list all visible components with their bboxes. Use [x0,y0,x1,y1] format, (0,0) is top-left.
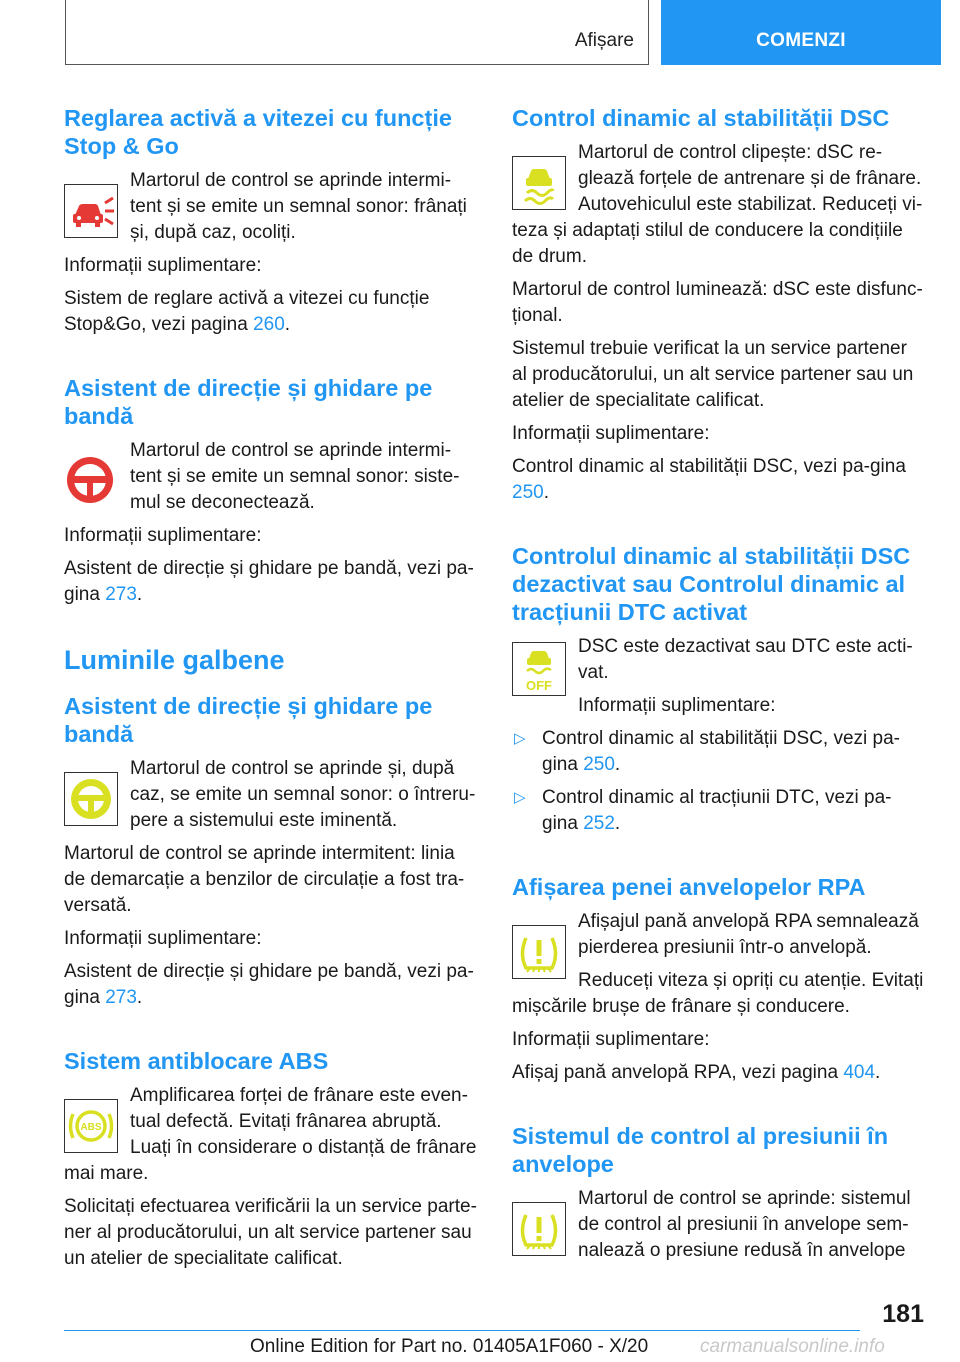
bullet-dtc-page-link[interactable]: 252 [583,813,615,834]
acc-reference: Sistem de reglare activă a vitezei cu funcție Stop&Go, vezi pagina 260. [64,288,430,335]
bullet-dtc-text: Control dinamic al tracțiunii DTC, vezi pa-gina [542,787,892,834]
lane-yellow-ref-text: Asistent de direcție și ghidare pe bandă, vezi pa-gina [64,961,474,1008]
chapter-title-yellow-lights: Luminile galbene [64,645,285,675]
bullet-item-dsc: ▷ Control dinamic al stabilității DSC, vezi pa-gina 250. [514,728,900,775]
lane-yellow-text2: Martorul de control se aprinde intermitent: linia de demarcație a benzilor de circulație a fost tra-versată. [64,843,465,916]
triangle-bullet-icon: ▷ [514,789,526,806]
section-title-dsc-off: Controlul dinamic al stabilității DSC dezactivat sau Controlul dinamic al tracțiunii DTC activat [512,543,911,625]
section-title-lane-red: Asistent de direcție și ghidare pe bandă [64,375,433,429]
lamp-block-abs [64,1083,478,1187]
acc-info-label: Informații suplimentare: [64,255,262,276]
lamp-block-lane-red [64,438,478,516]
rpa-text2: Reduceți viteza și opriți cu atenție. Evitați mișcările brușe de frânare și conducere. [512,970,924,1017]
acc-warning-text: Martorul de control se aprinde intermi-tent și se emite un semnal sonor: frânați și, după caz, ocoliți. [130,170,467,243]
tire-pressure-icon [512,1202,566,1256]
section-title-abs: Sistem antiblocare ABS [64,1048,329,1074]
lane-red-info-label: Informații suplimentare: [64,525,262,546]
dsc-reference: Control dinamic al stabilității DSC, vezi pa-gina 250. [512,456,906,503]
dsc-off-warning-text: DSC este dezactivat sau DTC este acti-vat. [578,636,913,683]
section-tab-label: Afișare [574,30,634,51]
section-title-acc-stop-go: Reglarea activă a vitezei cu funcție Stop & Go [64,105,452,159]
dsc-ref-page-link[interactable]: 250 [512,482,544,503]
section-title-lane-yellow: Asistent de direcție și ghidare pe bandă [64,693,433,747]
dsc-off-icon-text: OFF [526,678,552,693]
dsc-text3: Sistemul trebuie verificat la un service partener al producătorului, un alt service partener sau un atelier de specialitate calificat. [512,338,914,411]
acc-ref-text: Sistem de reglare activă a vitezei cu funcție Stop&Go, vezi pagina [64,288,430,335]
lane-red-ref-text: Asistent de direcție și ghidare pe bandă, vezi pa-gina [64,558,474,605]
section-title-tpms: Sistemul de control al presiunii în anvelope [512,1123,889,1177]
lane-yellow-reference: Asistent de direcție și ghidare pe bandă, vezi pa-gina 273. [64,961,474,1008]
bullet-dsc-text: Control dinamic al stabilității DSC, vezi pa-gina [542,728,900,775]
tpms-warning-text: Martorul de control se aprinde: sistemul de control al presiunii în anvelope sem-nalează o presiune redusă în anvelope [578,1188,911,1261]
lamp-block-rpa [512,909,926,1020]
lane-yellow-ref-page-link[interactable]: 273 [105,987,137,1008]
page-number: 181 [882,1300,924,1328]
collision-warning-icon [64,184,118,238]
lane-red-warning-text: Martorul de control se aprinde intermi-tent și se emite un semnal sonor: siste-mul se deconectează. [130,440,460,513]
lamp-block-tpms [512,1186,926,1264]
lane-yellow-warning-text: Martorul de control se aprinde și, după caz, se emite un semnal sonor: o întreru-pere a sistemului este iminentă. [130,758,476,831]
rpa-info-label: Informații suplimentare: [512,1029,710,1050]
steering-wheel-yellow-icon [64,772,118,826]
watermark-text: carmanualsonline.info [700,1336,885,1357]
lamp-block-acc [64,168,478,246]
dsc-skid-icon [512,156,566,210]
abs-warning-text: Amplificarea forței de frânare este even-tual defectă. Evitați frânarea abruptă. Luați în considerare o distanță de frânare mai mare. [64,1085,477,1184]
chapter-tab-label: COMENZI [756,30,846,51]
right-column [512,100,926,1271]
footer-divider [64,1330,860,1331]
dsc-info-label: Informații suplimentare: [512,423,710,444]
left-column [64,100,478,1279]
steering-wheel-red-icon [64,454,118,508]
lane-yellow-info-label: Informații suplimentare: [64,928,262,949]
bullet-item-dtc: ▷ Control dinamic al tracțiunii DTC, vezi pa-gina 252. [514,787,892,834]
dsc-warning-text: Martorul de control clipește: dSC re-glează forțele de antrenare și de frânare. Autovehiculul este stabilizat. Reduceți vi-teza și adaptați stilul de conducere la condițiile de drum. [512,142,923,267]
lane-red-reference: Asistent de direcție și ghidare pe bandă, vezi pa-gina 273. [64,558,474,605]
lamp-block-dsc [512,140,926,270]
dsc-off-info-label: Informații suplimentare: [578,695,776,716]
header-section-tab [65,0,649,65]
acc-ref-page-link[interactable]: 260 [253,314,285,335]
header-chapter-tab [661,0,941,65]
dsc-text2: Martorul de control luminează: dSC este disfunc-țional. [512,279,923,326]
abs-icon [64,1099,118,1153]
footer-edition: Online Edition for Part no. 01405A1F060 - X/20 [250,1336,649,1357]
tire-pressure-icon [512,925,566,979]
rpa-warning-text: Afișajul pană anvelopă RPA semnalează pierderea presiunii într-o anvelopă. [578,911,919,958]
abs-icon-text: ABS [80,1122,102,1133]
rpa-ref-page-link[interactable]: 404 [843,1062,876,1083]
rpa-ref-text: Afișaj pană anvelopă RPA, vezi pagina [512,1062,844,1083]
dsc-off-icon [512,642,566,696]
rpa-reference: Afișaj pană anvelopă RPA, vezi pagina 404. [512,1062,881,1083]
section-title-dsc: Control dinamic al stabilității DSC [512,105,890,131]
lane-red-ref-page-link[interactable]: 273 [105,584,137,605]
lamp-block-lane-yellow [64,756,478,834]
dsc-ref-text: Control dinamic al stabilității DSC, vezi pa-gina [512,456,906,477]
bullet-dsc-page-link[interactable]: 250 [583,754,615,775]
lamp-block-dsc-off [512,634,926,719]
abs-text2: Solicitați efectuarea verificării la un service parte-ner al producătorului, un alt service partener sau un atelier de specialitate calificat. [64,1196,477,1269]
section-title-rpa: Afișarea penei anvelopelor RPA [512,874,866,900]
triangle-bullet-icon: ▷ [514,730,526,747]
